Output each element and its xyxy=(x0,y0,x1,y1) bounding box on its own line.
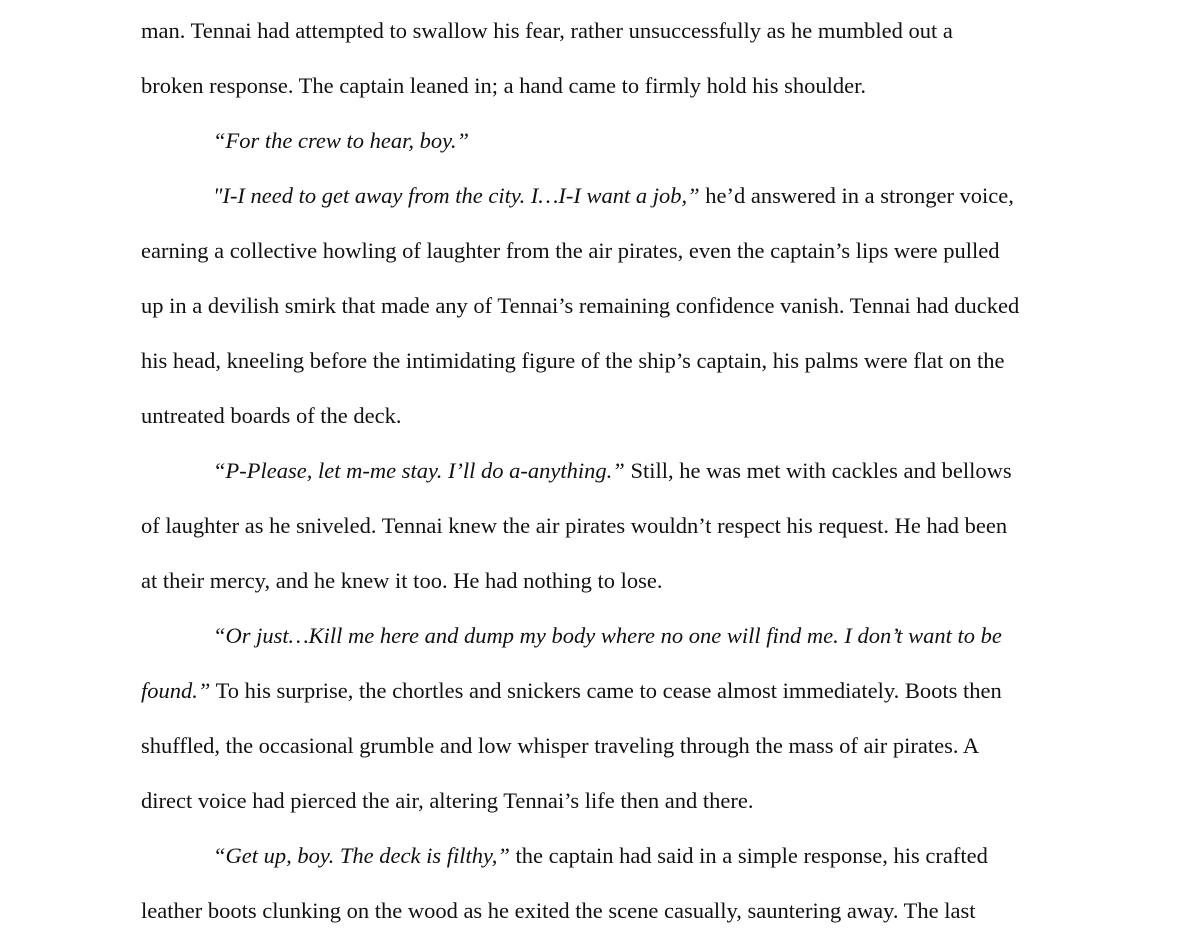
text-line xyxy=(141,75,866,98)
dialogue-line xyxy=(213,460,1012,483)
text-run: To his surprise, the chortles and snickers came to cease almost immediately. Boots then xyxy=(210,678,1002,703)
dialogue-line xyxy=(213,625,1002,648)
text-run: Still, he was met with cackles and bellows xyxy=(624,458,1012,483)
text-line xyxy=(141,515,1007,538)
text-run: of laughter as he sniveled. Tennai knew the air pirates wouldn’t respect his request. He had been xyxy=(141,513,1008,538)
text-line xyxy=(141,295,1019,318)
text-run: direct voice had pierced the air, altering Tennai’s life then and there. xyxy=(141,788,754,813)
dialogue-run: "I-I need to get away from the city. I…I-I want a job,” xyxy=(213,183,700,208)
text-run: leather boots clunking on the wood as he exited the scene casually, sauntering away. The last xyxy=(141,898,976,923)
text-run: broken response. The captain leaned in; a hand came to firmly hold his shoulder. xyxy=(141,73,867,98)
text-run: he’d answered in a stronger voice, xyxy=(699,183,1014,208)
text-line xyxy=(141,735,979,758)
text-line xyxy=(141,20,953,43)
text-line xyxy=(141,680,1002,703)
text-line xyxy=(141,240,999,263)
text-line xyxy=(141,405,402,428)
dialogue-run: found.” xyxy=(141,678,211,703)
dialogue-run: “Get up, boy. The deck is filthy,” xyxy=(213,843,510,868)
text-line xyxy=(141,900,976,923)
dialogue-line xyxy=(213,130,469,153)
text-line xyxy=(141,570,663,593)
text-line xyxy=(141,790,753,813)
text-run: up in a devilish smirk that made any of Tennai’s remaining confidence vanish. Tennai had ducked xyxy=(141,293,1020,318)
text-run: at their mercy, and he knew it too. He had nothing to lose. xyxy=(141,568,663,593)
text-run: untreated boards of the deck. xyxy=(141,403,402,428)
text-line xyxy=(141,350,1005,373)
text-run: shuffled, the occasional grumble and low whisper traveling through the mass of air pirates. A xyxy=(141,733,980,758)
dialogue-line xyxy=(213,845,988,868)
text-run: his head, kneeling before the intimidating figure of the ship’s captain, his palms were flat on the xyxy=(141,348,1005,373)
dialogue-run: “For the crew to hear, boy.” xyxy=(213,128,470,153)
text-run: the captain had said in a simple response, his crafted xyxy=(509,843,988,868)
dialogue-run: “Or just…Kill me here and dump my body where no one will find me. I don’t want to be xyxy=(213,623,1002,648)
dialogue-run: “P-Please, let m-me stay. I’ll do a-anything.” xyxy=(213,458,625,483)
dialogue-line xyxy=(213,185,1014,208)
text-run: man. Tennai had attempted to swallow his fear, rather unsuccessfully as he mumbled out a xyxy=(141,18,953,43)
text-run: earning a collective howling of laughter from the air pirates, even the captain’s lips were pulled xyxy=(141,238,1000,263)
